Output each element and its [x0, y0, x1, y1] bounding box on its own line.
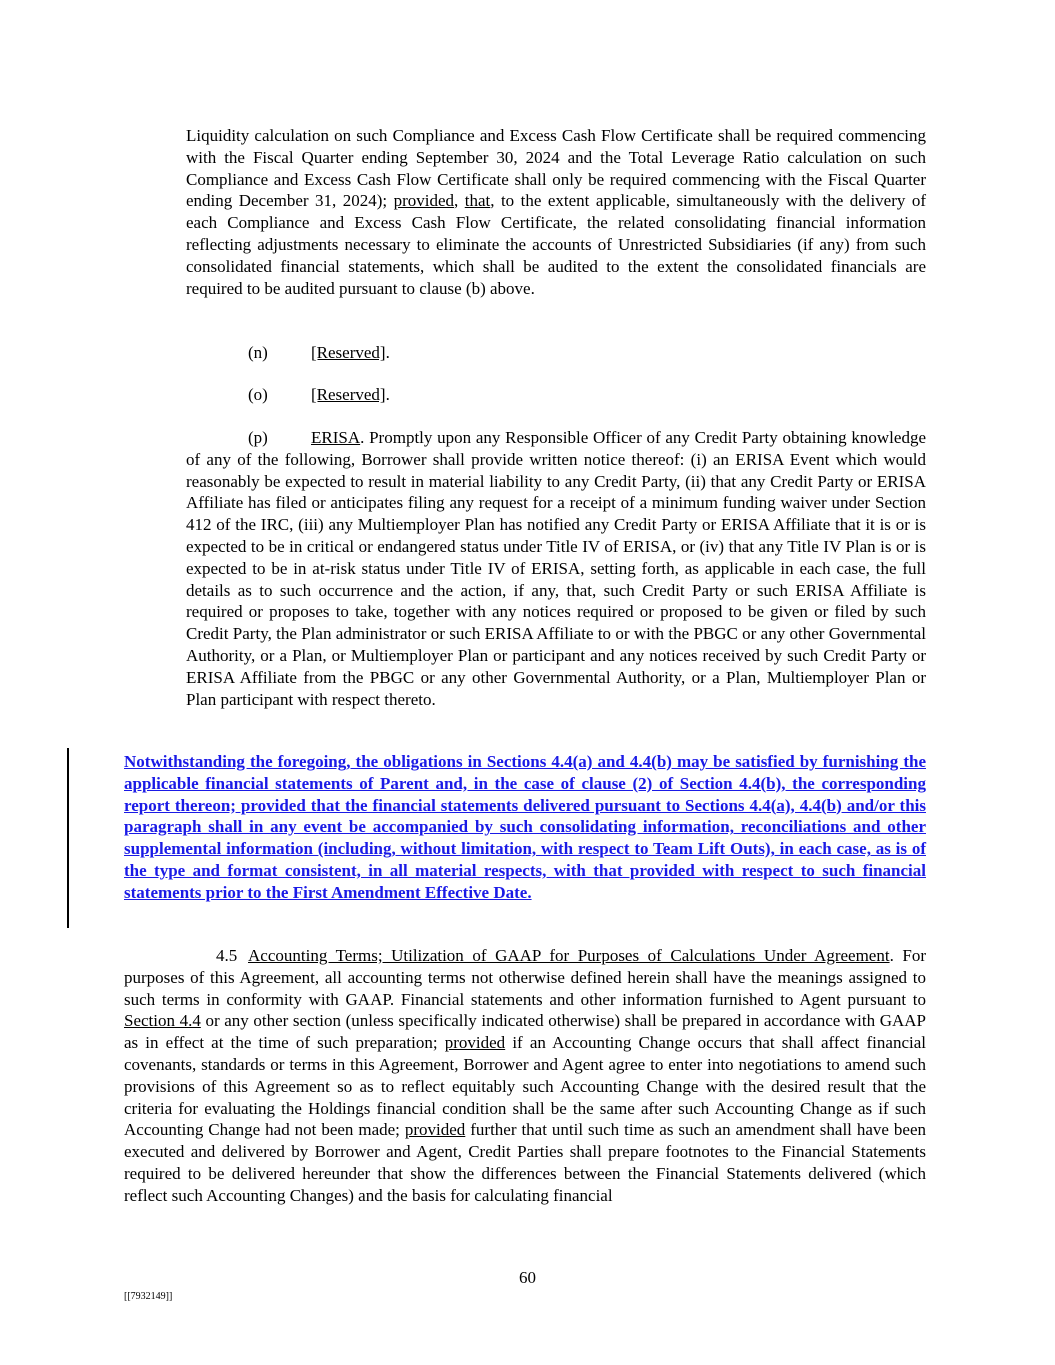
document-id: [[7932149]]	[124, 1291, 173, 1302]
text: or any other section (unless specifically indicated otherwise) shall be prepared in accordance with GAAP as in effect at the time of such preparation;	[124, 1011, 926, 1053]
underlined-term: provided	[393, 191, 455, 211]
text: . For purposes of this Agreement, all accounting terms not otherwise defined herein shall have the meanings assigned to such terms in conformity with GAAP. Financial statements and other information furnished to Agent pursuant to	[124, 946, 926, 1009]
clause-title: ERISA	[311, 428, 361, 447]
page-number: 60	[519, 1268, 536, 1287]
underlined-term: that	[464, 191, 491, 211]
underlined-term: provided	[444, 1033, 506, 1053]
inserted-amendment-paragraph: Notwithstanding the foregoing, the obligations in Sections 4.4(a) and 4.4(b) may be satisfied by furnishing the applicable financial statements of Parent and, in the case of clause (2) of Section 4.4(b), the corresponding report thereon; provided that the financial statements delivered pursuant to Sections 4.4(a), 4.4(b) and/or this paragraph shall in any event be accompanied by such consolidating information, reconciliations and other supplemental information (including, without limitation, with respect to Team Lift Outs), in each case, as is of the type and format consistent, in all material respects, with that provided with respect to such financial statements prior to the First Amendment Effective Date.	[124, 752, 926, 902]
change-bar	[67, 748, 69, 928]
section-title: Accounting Terms; Utilization of GAAP for Purposes of Calculations Under Agreement	[248, 946, 890, 965]
clause-title: [Reserved]	[311, 343, 386, 362]
clause-label: (o)	[248, 385, 268, 404]
section-4-5	[124, 945, 926, 1207]
clause-title: [Reserved]	[311, 385, 386, 404]
text: ,	[454, 191, 465, 211]
text: if an Accounting Change occurs that shall affect financial covenants, standards or terms in this Agreement, Borrower and Agent agree to enter into negotiations to amend such provisions of this Agreement so as to reflect equitably such Accounting Change with the desired result that the criteria for evaluating the Holdings financial condition shall be the same after such Accounting Change as if such Accounting Change had not been made;	[124, 1033, 926, 1140]
clause-n	[186, 342, 926, 364]
text: , to the extent applicable, simultaneously with the delivery of each Compliance and Excess Cash Flow Certificate, the related consolidating financial information reflecting adjustments necessary to eliminate the accounts of Unrestricted Subsidiaries (if any) from such consolidated financial statements, which shall be audited to the extent the consolidated financials are required to be audited pursuant to clause (b) above.	[186, 191, 927, 298]
paragraph-m-continuation	[186, 125, 926, 299]
section-number: 4.5	[216, 946, 238, 965]
text: .	[385, 385, 390, 404]
clause-p	[186, 427, 926, 710]
clause-label: (p)	[248, 428, 268, 447]
clause-body: . Promptly upon any Responsible Officer of any Credit Party obtaining knowledge of any of the following, Borrower shall provide written notice thereof: (i) an ERISA Event which would reasonably be expected to result in material liability to any Credit Party, (ii) that any Credit Party or ERISA Affiliate has filed or anticipates filing any request for a receipt of a minimum funding waiver under Section 412 of the IRC, (iii) any Multiemployer Plan has notified any Credit Party or ERISA Affiliate that it is or is expected to be in critical or endangered status under Title IV of ERISA, or (iv) that any Title IV Plan is or is expected to be in at-risk status under Title IV of ERISA, setting forth, as applicable in each case, the full details as to such occurrence and the action, if any, that, such Credit Party or such ERISA Affiliate is required or proposes to take, together with any notices required or proposed to be given or filed by such Credit Party, the Plan administrator or such ERISA Affiliate to or with the PBGC or any other Governmental Authority, or a Plan, or Multiemployer Plan or participant and any notices received by such Credit Party or ERISA Affiliate from the PBGC or any other Governmental Authority, or a Plan, Multiemployer Plan or Plan participant with respect thereto.	[186, 428, 926, 709]
clause-o	[186, 384, 926, 406]
text: .	[385, 343, 390, 362]
text: Liquidity calculation on such Compliance and Excess Cash Flow Certificate shall be required commencing with the Fiscal Quarter ending September 30, 2024 and the Total Leverage Ratio calculation on such Compliance and Excess Cash Flow Certificate shall only be required commencing with the Fiscal Quarter ending December 31, 2024);	[186, 126, 926, 211]
underlined-term: provided	[404, 1120, 466, 1140]
cross-reference: Section 4.4	[124, 1011, 201, 1031]
clause-label: (n)	[248, 343, 268, 362]
text: further that until such time as such an amendment shall have been executed and delivered by Borrower and Agent, Credit Parties shall prepare footnotes to the Financial Statements required to be delivered hereunder that show the differences between the Financial Statements delivered (which reflect such Accounting Changes) and the basis for calculating financial	[124, 1120, 926, 1205]
